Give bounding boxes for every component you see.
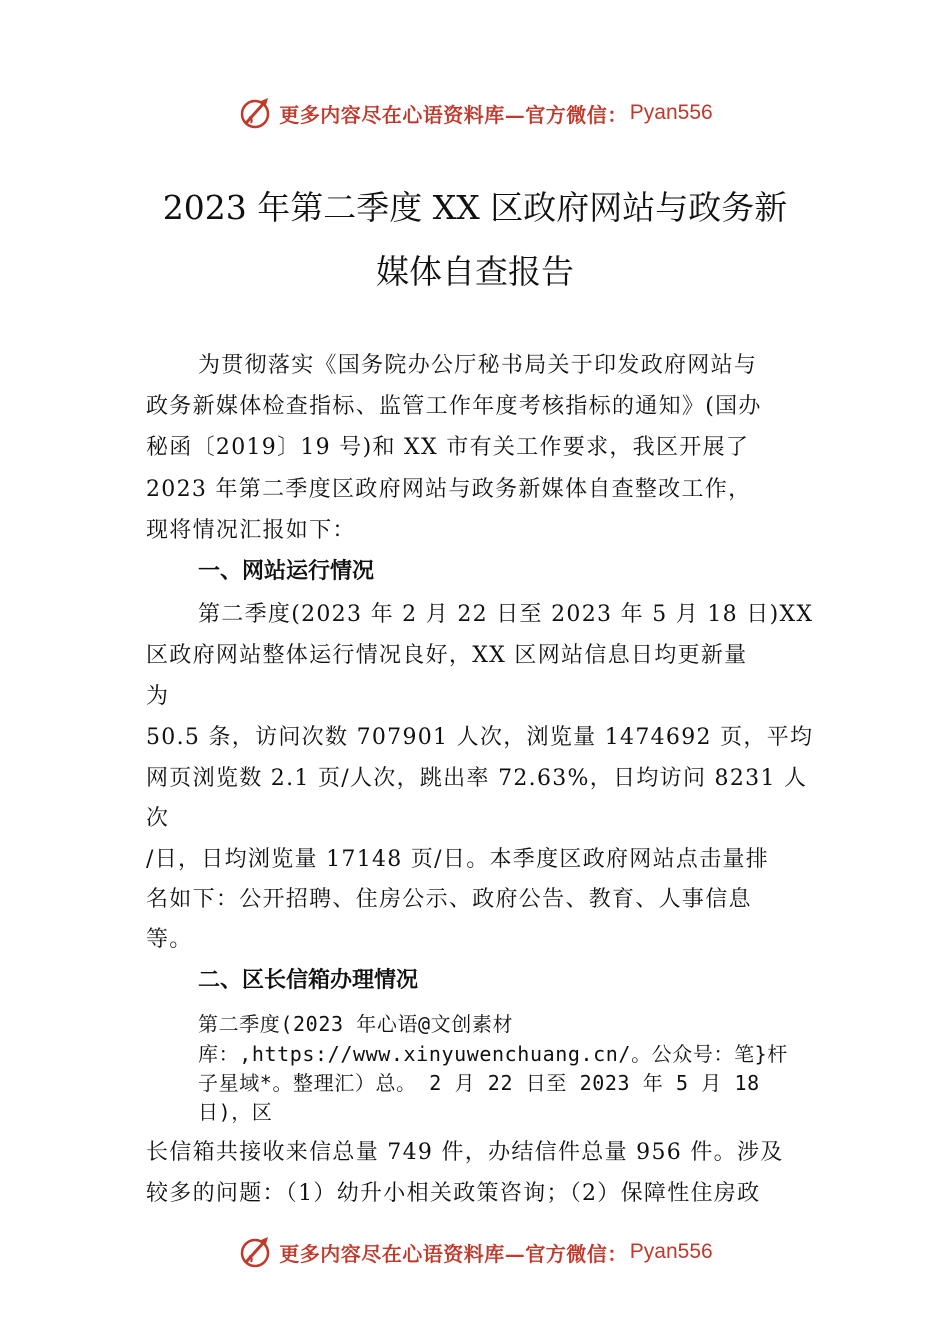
intro-line: 政务新媒体检查指标、监管工作年度考核指标的通知》(国办 bbox=[146, 394, 762, 419]
body-line: 网页浏览数 2.1 页/人次，跳出率 72.63%，日均访问 8231 人 bbox=[146, 766, 808, 791]
brush-logo-icon bbox=[237, 95, 273, 131]
intro-line: 现将情况汇报如下： bbox=[146, 518, 356, 543]
section-heading: 一、网站运行情况 bbox=[198, 559, 375, 584]
section-heading: 二、区长信箱办理情况 bbox=[198, 968, 419, 993]
body-line: 次 bbox=[146, 806, 170, 831]
title-line-2: 媒体自查报告 bbox=[376, 252, 574, 291]
body-line: 为 bbox=[146, 684, 170, 709]
body-line: 日)，区 bbox=[198, 1100, 273, 1124]
body-line: 区政府网站整体运行情况良好，XX 区网站信息日均更新量 bbox=[146, 643, 748, 668]
banner-text: 更多内容尽在心语资料库—官方微信： bbox=[279, 1241, 628, 1266]
title-line-1: 2023 年第二季度 XX 区政府网站与政务新 bbox=[162, 188, 788, 227]
body-line: /日，日均浏览量 17148 页/日。本季度区政府网站点击量排 bbox=[146, 847, 770, 872]
intro-line: 2023 年第二季度区政府网站与政务新媒体自查整改工作， bbox=[146, 477, 752, 502]
body-line: 较多的问题：（1）幼升小相关政策咨询；（2）保障性住房政 bbox=[146, 1181, 761, 1206]
banner-text: 更多内容尽在心语资料库—官方微信： bbox=[279, 102, 628, 127]
header-banner bbox=[0, 93, 950, 133]
body-line: 第二季度(2023 年 2 月 22 日至 2023 年 5 月 18 日)XX bbox=[198, 602, 814, 627]
brush-logo-icon bbox=[237, 1234, 273, 1270]
document-title bbox=[120, 176, 830, 304]
intro-line: 为贯彻落实《国务院办公厅秘书局关于印发政府网站与 bbox=[198, 353, 758, 378]
body-line: 等。 bbox=[146, 927, 193, 952]
body-line: 子星域*。整理汇）总。 2 月 22 日至 2023 年 5 月 18 bbox=[198, 1071, 760, 1095]
wechat-id: Pyan556 bbox=[629, 1240, 713, 1263]
wechat-id: Pyan556 bbox=[629, 101, 713, 124]
footer-banner bbox=[0, 1232, 950, 1272]
body-line: 长信箱共接收来信总量 749 件，办结信件总量 956 件。涉及 bbox=[146, 1140, 784, 1165]
body-line: 名如下：公开招聘、住房公示、政府公告、教育、人事信息 bbox=[146, 887, 752, 912]
body-line: 第二季度(2023 年心语@文创素材 bbox=[198, 1012, 514, 1036]
body-line: 50.5 条，访问次数 707901 人次，浏览量 1474692 页，平均 bbox=[146, 725, 814, 750]
intro-line: 秘函〔2019〕19 号)和 XX 市有关工作要求，我区开展了 bbox=[146, 435, 750, 460]
body-line: 库：,https://www.xinyuwenchuang.cn/。公众号：笔}杆 bbox=[198, 1042, 788, 1066]
